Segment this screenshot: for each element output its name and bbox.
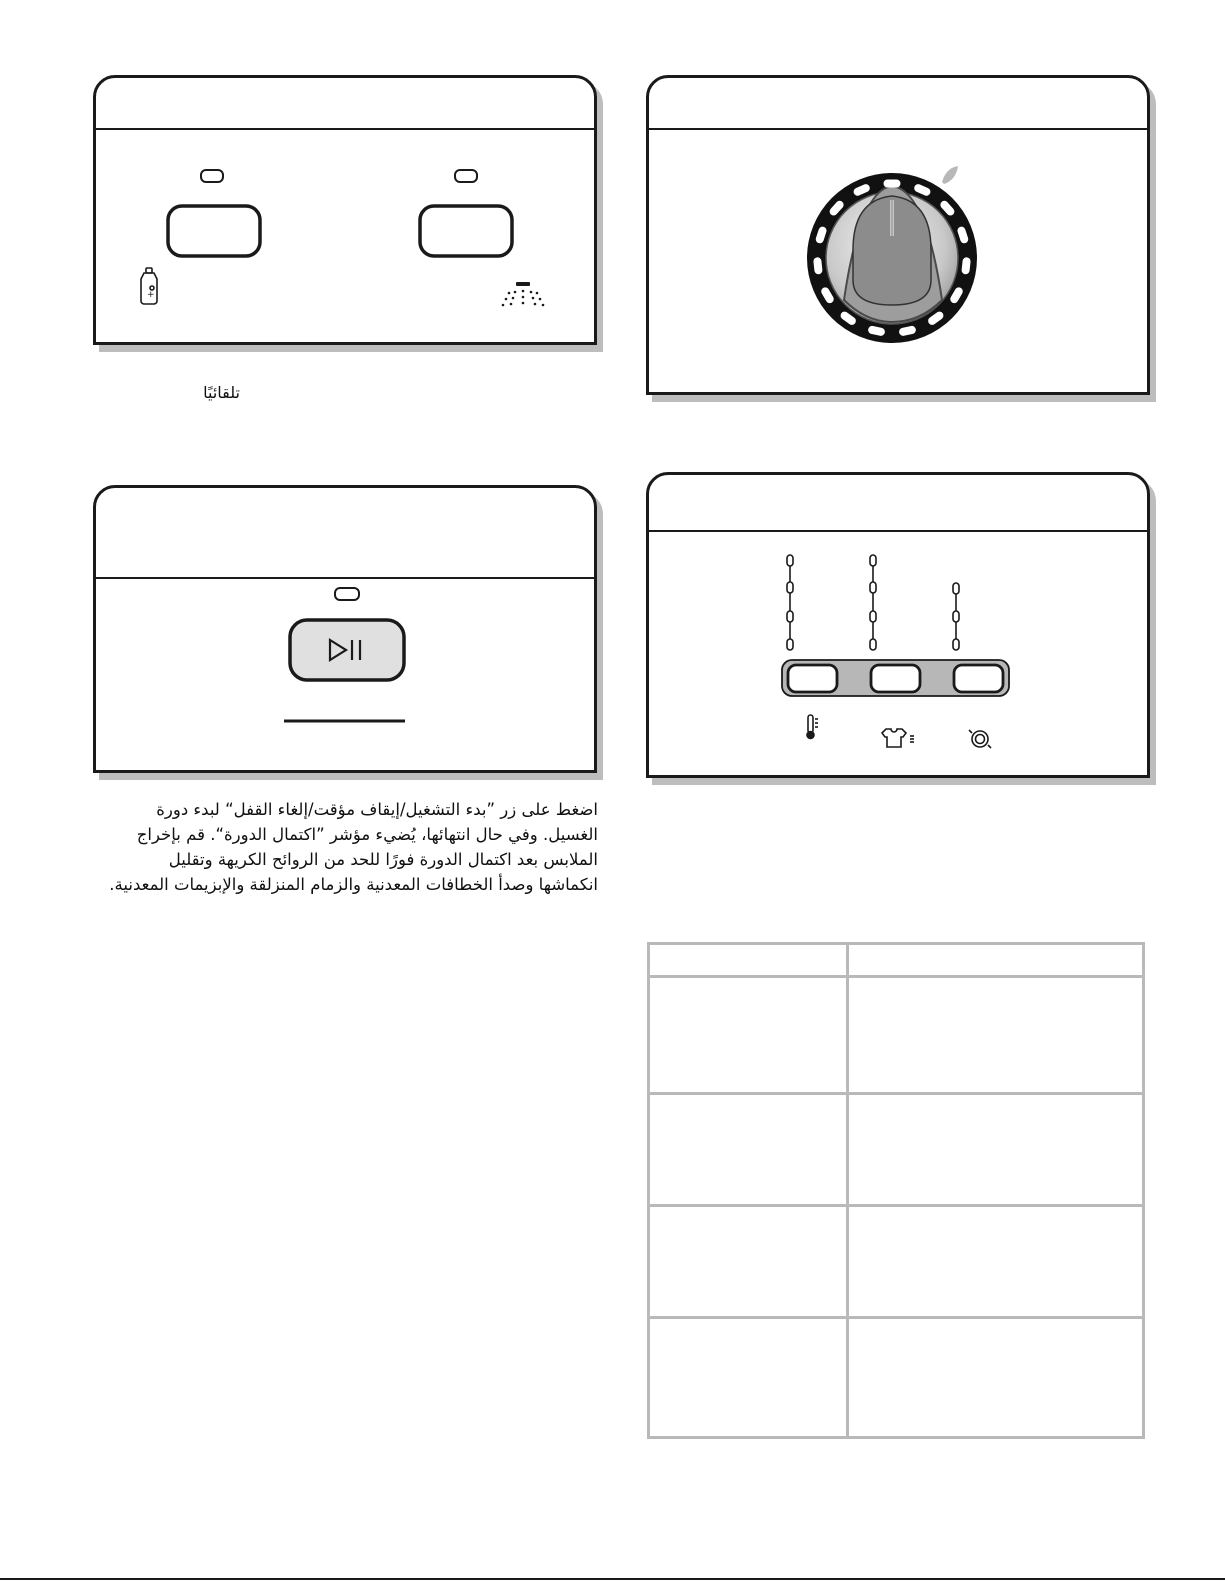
spin-speed-button[interactable] <box>954 665 1003 692</box>
description-line: الغسيل. وفي حال انتهائها، يُضيء مؤشر ”اكتمال الدورة“. قم بإخراج <box>136 825 598 844</box>
description-line: الملابس بعد اكتمال الدورة فورًا للحد من الروائح الكريهة وتقليل <box>168 850 598 869</box>
spin-speed-icon <box>969 730 991 748</box>
thermometer-icon <box>807 715 818 739</box>
table-row-divider <box>650 1092 1142 1095</box>
description-line: اضغط على زر ”بدء التشغيل/إيقاف مؤقت/إلغاء القفل“ لبدء دورة <box>156 800 598 819</box>
auto-caption: تلقائيًا <box>203 383 240 402</box>
table-row-divider <box>650 1316 1142 1319</box>
temperature-button[interactable] <box>788 665 837 692</box>
spin-level-leds <box>953 583 959 650</box>
table-row-divider <box>650 975 1142 978</box>
soil-level-leds <box>870 555 876 650</box>
soil-level-button[interactable] <box>871 665 920 692</box>
page-bottom-rule <box>0 1578 1225 1580</box>
temperature-level-leds <box>787 555 793 650</box>
cycle-table <box>647 942 1145 1439</box>
description-line: انكماشها وصدأ الخطافات المعدنية والزمام المنزلقة والإبزيمات المعدنية. <box>109 875 598 894</box>
soil-level-shirt-icon <box>882 729 914 747</box>
table-row-divider <box>650 1204 1142 1207</box>
svg-text:+: + <box>147 290 155 300</box>
table-column-divider <box>846 945 849 1436</box>
